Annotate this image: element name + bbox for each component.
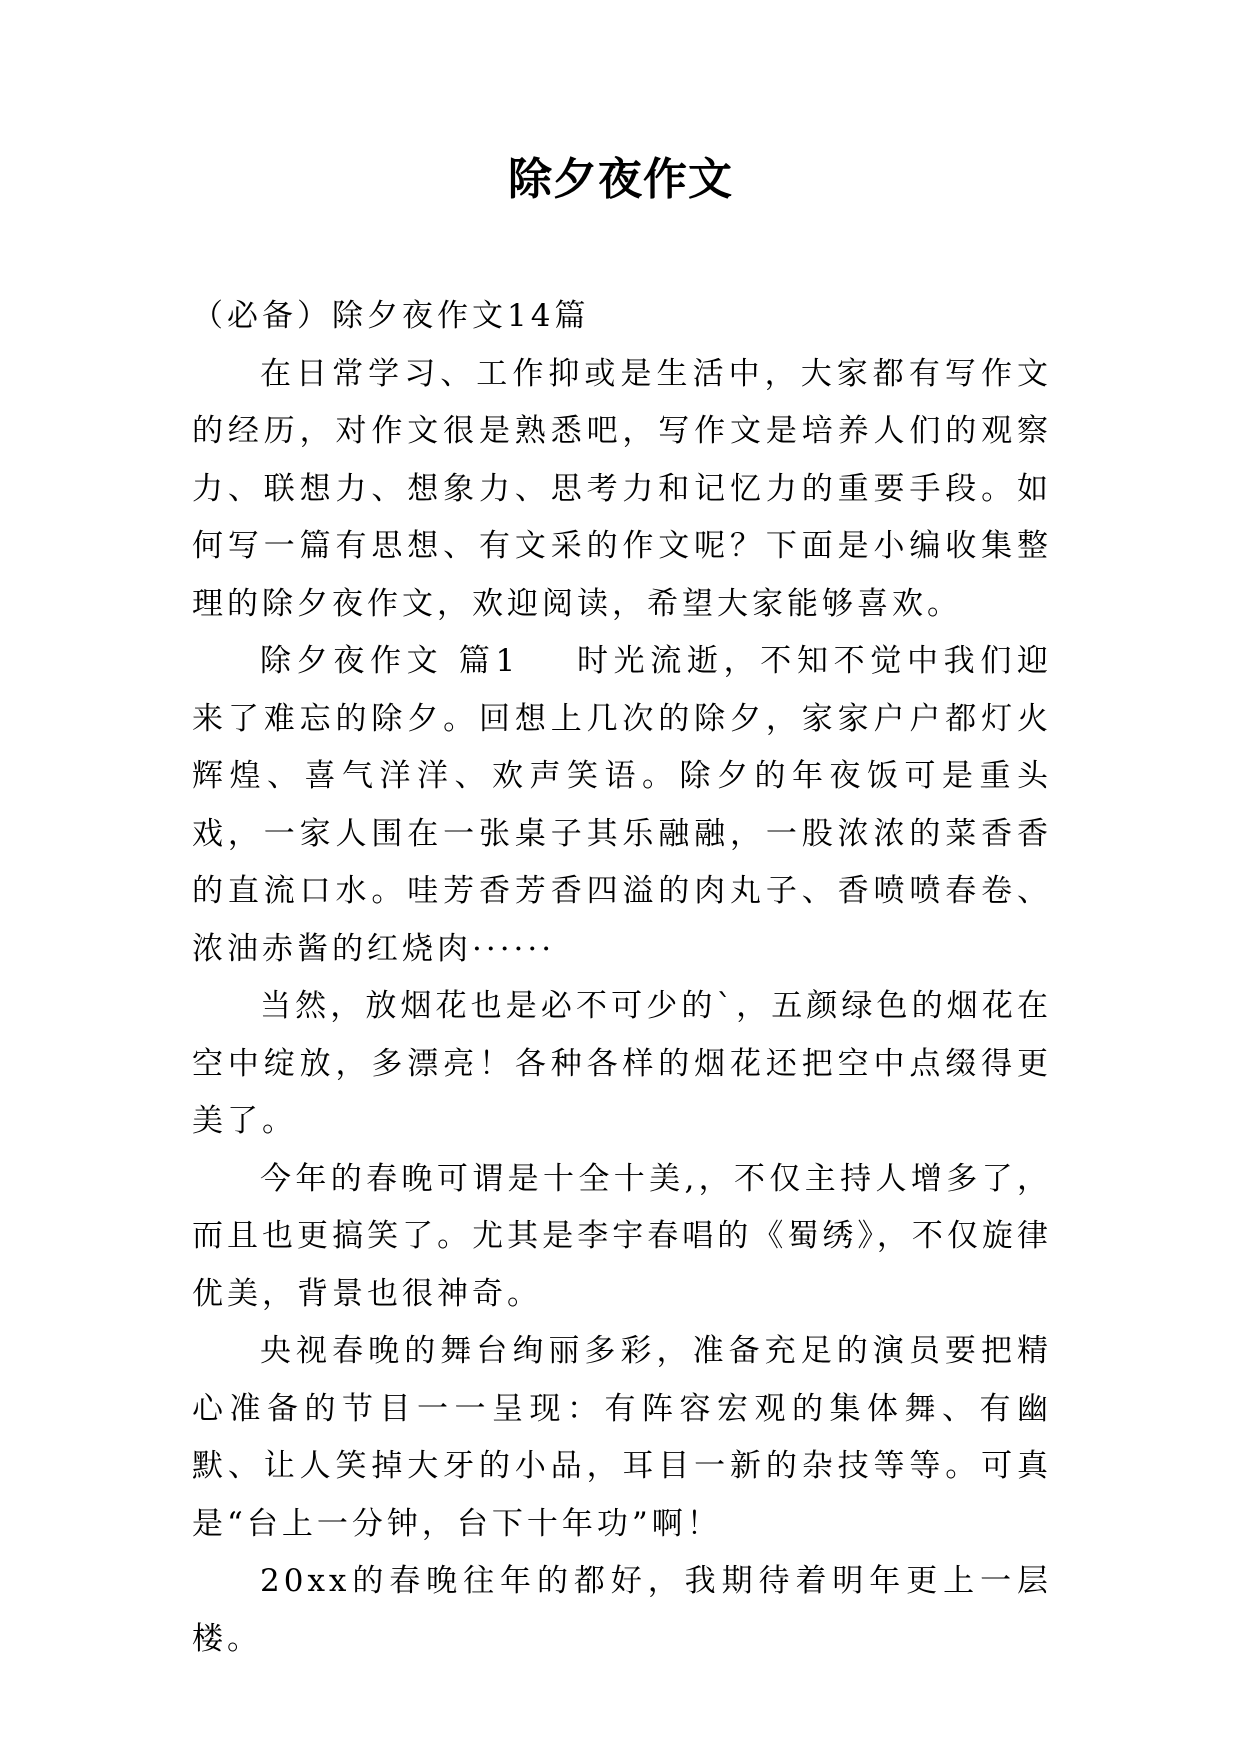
section-heading: 除夕夜作文 篇1: [260, 643, 520, 679]
section-1-text: 时光流逝，不知不觉中我们迎来了难忘的除夕。回想上几次的除夕，家家户户都灯火辉煌、喜气洋洋、欢声笑语。除夕的年夜饭可是重头戏，一家人围在一张桌子其乐融融，一股浓浓的菜香香的直流口水。哇芳香芳香四溢的肉丸子、香喷喷春卷、浓油赤酱的红烧肉······: [192, 643, 1053, 967]
document-title: 除夕夜作文: [508, 154, 733, 205]
intro-paragraph: 在日常学习、工作抑或是生活中，大家都有写作文的经历，对作文很是熟悉吧，写作文是培养人们的观察力、联想力、想象力、思考力和记忆力的重要手段。如何写一篇有思想、有文采的作文呢？下面是小编收集整理的除夕夜作文，欢迎阅读，希望大家能够喜欢。: [192, 355, 1052, 622]
gala-paragraph: 今年的春晚可谓是十全十美,，不仅主持人增多了，而且也更搞笑了。尤其是李宇春唱的《蜀绣》，不仅旋律优美，背景也很神奇。: [192, 1160, 1052, 1312]
document-subtitle: （必备）除夕夜作文14篇: [192, 298, 590, 334]
section-1-paragraph: [192, 633, 1052, 978]
closing-paragraph: 20xx的春晚往年的都好，我期待着明年更上一层楼。: [192, 1563, 1052, 1657]
stage-paragraph: 央视春晚的舞台绚丽多彩，准备充足的演员要把精心准备的节目一一呈现：有阵容宏观的集体舞、有幽默、让人笑掉大牙的小品，耳目一新的杂技等等。可真是“台上一分钟，台下十年功”啊！: [192, 1333, 1052, 1542]
document-body: [192, 288, 1052, 1668]
fireworks-paragraph: 当然，放烟花也是必不可少的`，五颜绿色的烟花在空中绽放，多漂亮！各种各样的烟花还把空中点缀得更美了。: [192, 988, 1052, 1139]
